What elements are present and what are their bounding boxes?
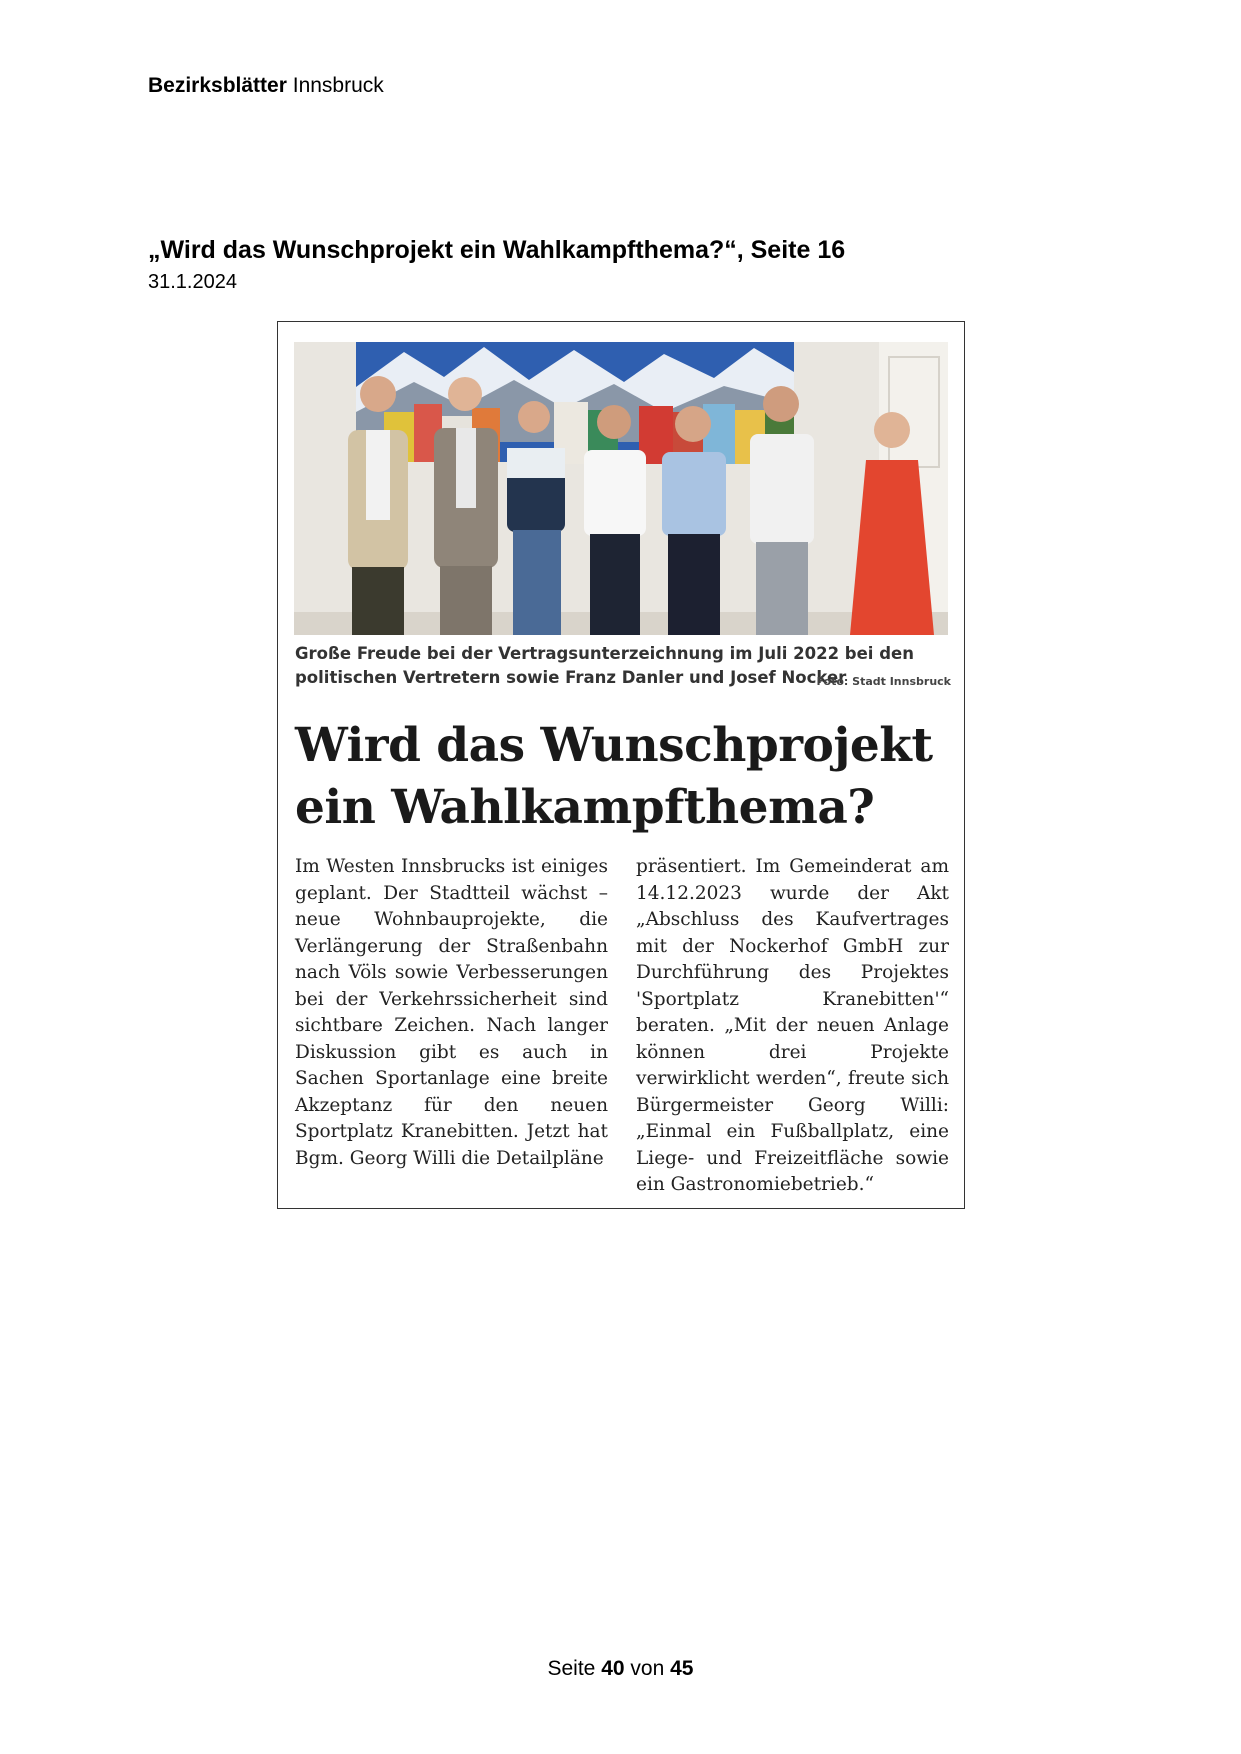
footer-middle: von	[630, 1657, 665, 1680]
photo-caption	[295, 642, 951, 690]
article-body	[295, 854, 949, 1199]
page-footer	[0, 1657, 1241, 1681]
newspaper-clipping	[277, 321, 965, 1209]
article-headline	[295, 715, 955, 839]
headline-line-2: ein Wahlkampfthema?	[295, 780, 875, 835]
document-title: „Wird das Wunschprojekt ein Wahlkampfthema?“, Seite 16	[148, 236, 846, 264]
caption-text: Große Freude bei der Vertragsunterzeichnung im Juli 2022 bei den politischen Vertretern sowie Franz Danler und Josef Nocker	[295, 644, 914, 687]
group-photo	[294, 342, 948, 635]
headline-line-1: Wird das Wunschprojekt	[295, 718, 933, 773]
article-column-2	[636, 854, 949, 1199]
footer-page-number: 40	[601, 1657, 625, 1680]
article-column-1	[295, 854, 608, 1199]
publication-name: Bezirksblätter	[148, 74, 287, 97]
publication-region: Innsbruck	[292, 74, 384, 97]
column-2-text: präsentiert. Im Gemeinderat am 14.12.2023 wurde der Akt „Abschluss des Kaufvertrages mit der Nockerhof GmbH zur Durchführung des Projektes 'Sportplatz Kranebitten'“ beraten. „Mit der neuen Anlage können drei Projekte verwirklicht werden“, freute sich Bürgermeister Georg Willi: „Einmal ein Fußballplatz, eine Liege- und Freizeitfläche sowie ein Gastronomiebetrieb.“	[636, 856, 949, 1195]
column-1-text: Im Westen Innsbrucks ist einiges geplant. Der Stadtteil wächst – neue Wohnbauprojekte, die Verlängerung der Straßenbahn nach Völs sowie Verbesserungen bei der Verkehrssicherheit sind sichtbare Zeichen. Nach langer Diskussion gibt es auch in Sachen Sportanlage eine breite Akzeptanz für den neuen Sportplatz Kranebitten. Jetzt hat Bgm. Georg Willi die Detailpläne	[295, 856, 608, 1169]
page-header	[148, 74, 384, 98]
document-date: 31.1.2024	[148, 271, 237, 293]
footer-total-pages: 45	[670, 1657, 694, 1680]
footer-prefix: Seite	[547, 1657, 596, 1680]
photo-credit: Foto: Stadt Innsbruck	[816, 675, 951, 688]
